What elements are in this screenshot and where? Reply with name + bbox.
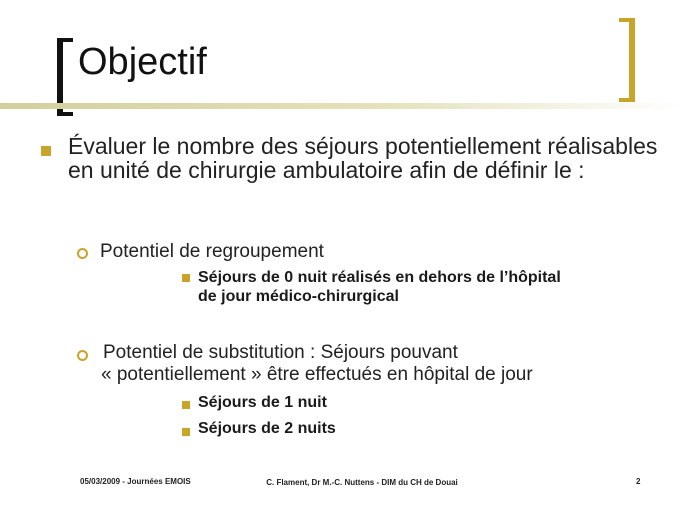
sub-bullet-regroupement: Potentiel de regroupement — [100, 241, 324, 262]
square-bullet-icon — [182, 428, 190, 436]
square-bullet-icon — [182, 274, 190, 282]
page-number: 2 — [636, 477, 641, 486]
title-bracket-right — [619, 18, 635, 102]
footer-date: 05/03/2009 - Journées EMOIS — [80, 477, 191, 486]
sub-item-1-nuit: Séjours de 1 nuit — [198, 394, 327, 411]
circle-bullet-icon — [77, 350, 88, 361]
sub-item-2-nuits: Séjours de 2 nuits — [198, 420, 336, 437]
square-bullet-icon — [41, 146, 51, 156]
sub-item-0-nuit-line2: de jour médico-chirurgical — [198, 288, 399, 305]
sub-bullet-substitution: Potentiel de substitution : Séjours pouvant — [103, 342, 458, 363]
title-divider — [0, 103, 689, 109]
sub-bullet-substitution-cont: « potentiellement » être effectués en hôpital de jour — [101, 364, 533, 385]
main-bullet-text: Évaluer le nombre des séjours potentiellement réalisables en unité de chirurgie ambulatoire afin de définir le : — [68, 133, 658, 183]
circle-bullet-icon — [77, 248, 88, 259]
square-bullet-icon — [182, 401, 190, 409]
footer-authors: C. Flament, Dr M.-C. Nuttens - DIM du CH de Douai — [266, 478, 458, 487]
sub-item-0-nuit-line1: Séjours de 0 nuit réalisés en dehors de l’hôpital — [198, 269, 561, 286]
slide-title: Objectif — [78, 41, 207, 83]
